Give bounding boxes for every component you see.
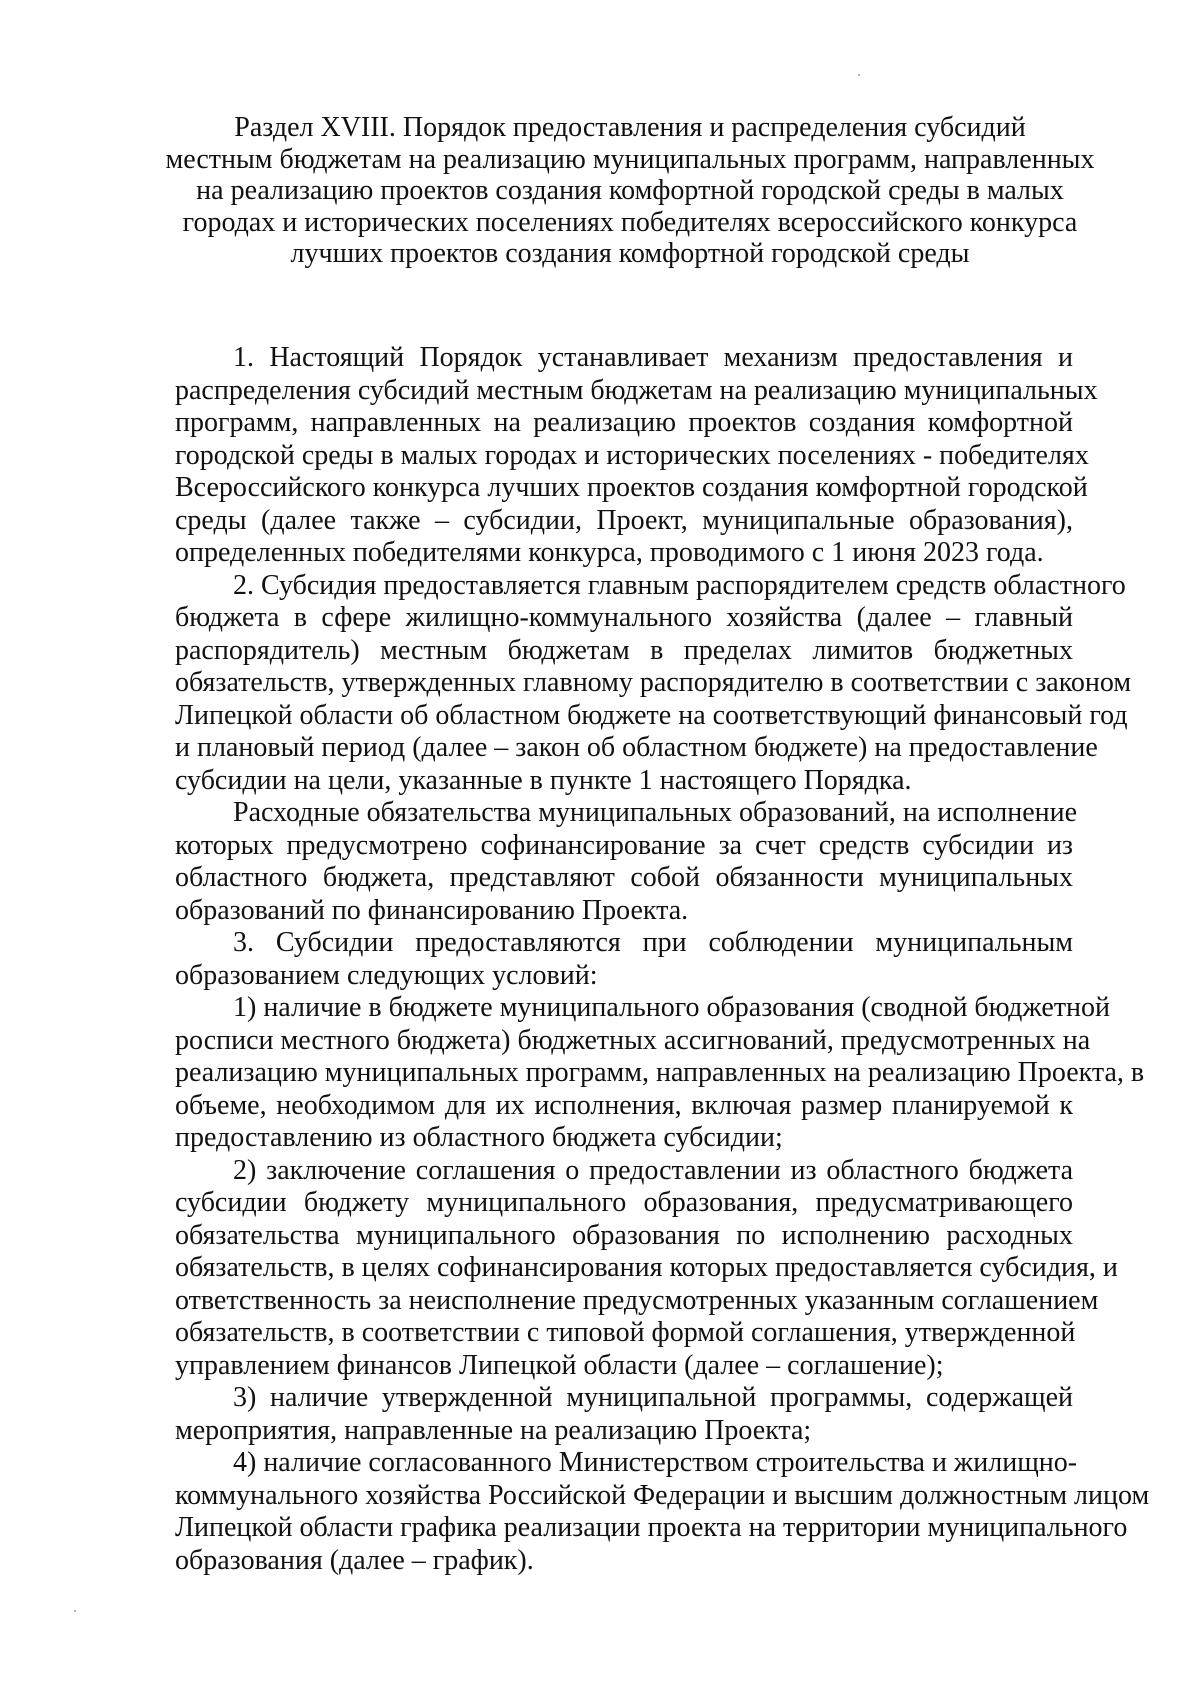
heading-line: местным бюджетам на реализацию муниципальных программ, направленных: [165, 143, 1095, 175]
text-line: определенных победителями конкурса, проводимого с 1 июня 2023 года.: [175, 537, 1044, 568]
text-line: и плановый период (далее – закон об областном бюджете) на предоставление: [175, 732, 1098, 763]
text-line: ответственность за неисполнение предусмотренных указанным соглашением: [175, 1284, 1099, 1316]
text-line: обязательства муниципального образования по исполнению расходных: [175, 1219, 1073, 1251]
paragraph-3: [175, 797, 1078, 927]
section-heading: [160, 112, 1100, 270]
text-line: образованием следующих условий:: [175, 959, 598, 991]
heading-line: на реализацию проектов создания комфортной городской среды в малых: [196, 175, 1064, 206]
scan-speck: [74, 1610, 76, 1612]
text-line: 4) наличие согласованного Министерством строительства и жилищно-: [233, 1447, 1078, 1478]
paragraph-4: [175, 927, 1073, 992]
heading-line: городах и исторических поселениях победителях всероссийского конкурса: [182, 206, 1078, 238]
text-line: Липецкой области графика реализации проекта на территории муниципального: [175, 1512, 1128, 1543]
text-line: областного бюджета, представляют собой обязанности муниципальных: [175, 862, 1073, 893]
text-line: обязательств, в целях софинансирования которых предоставляется субсидия, и: [175, 1252, 1118, 1283]
text-line: реализацию муниципальных программ, направленных на реализацию Проекта, в: [175, 1057, 1145, 1088]
text-line: 1. Настоящий Порядок устанавливает механизм предоставления и: [233, 342, 1073, 373]
text-line: 3. Субсидии предоставляются при соблюдении муниципальным: [233, 927, 1073, 958]
heading-line: лучших проектов создания комфортной городской среды: [290, 238, 970, 269]
text-line: среды (далее также – субсидии, Проект, муниципальные образования),: [175, 504, 1073, 536]
text-line: обязательств, в соответствии с типовой формой соглашения, утвержденной: [175, 1317, 1076, 1348]
text-line: росписи местного бюджета) бюджетных ассигнований, предусмотренных на: [175, 1024, 1091, 1056]
text-line: образования (далее – график).: [175, 1544, 534, 1576]
paragraph-2: [175, 569, 1132, 798]
text-line: предоставлению из областного бюджета субсидии;: [175, 1122, 783, 1153]
text-line: субсидии на цели, указанные в пункте 1 настоящего Порядка.: [175, 764, 912, 796]
text-line: Всероссийского конкурса лучших проектов создания комфортной городской: [175, 472, 1088, 503]
text-line: коммунального хозяйства Российской Федерации и высшим должностным лицом: [175, 1479, 1150, 1511]
paragraph-1: [175, 342, 1098, 570]
paragraph-7: [175, 1382, 1073, 1447]
text-line: объеме, необходимом для их исполнения, включая размер планируемой к: [175, 1089, 1073, 1121]
text-line: 2. Субсидия предоставляется главным распорядителем средств областного: [233, 569, 1126, 601]
document-body: [175, 342, 1150, 1577]
text-line: распределения субсидий местным бюджетам на реализацию муниципальных: [175, 374, 1098, 406]
text-line: распорядитель) местным бюджетам в пределах лимитов бюджетных: [175, 634, 1073, 666]
paragraph-8: [175, 1447, 1150, 1577]
text-line: городской среды в малых городах и исторических поселениях - победителях: [175, 439, 1089, 471]
text-line: обязательств, утвержденных главному распорядителю в соответствии с законом: [175, 667, 1132, 698]
text-line: которых предусмотрено софинансирование за счет средств субсидии из: [175, 829, 1073, 861]
paragraph-6: [175, 1154, 1118, 1383]
text-line: Липецкой области об областном бюджете на соответствующий финансовый год: [175, 699, 1128, 731]
text-line: образований по финансированию Проекта.: [175, 894, 689, 926]
paragraph-5: [175, 992, 1145, 1155]
text-line: мероприятия, направленные на реализацию Проекта;: [175, 1414, 812, 1446]
text-line: программ, направленных на реализацию проектов создания комфортной: [175, 407, 1073, 438]
text-line: управлением финансов Липецкой области (далее – соглашение);: [175, 1349, 944, 1381]
text-line: 3) наличие утвержденной муниципальной программы, содержащей: [233, 1382, 1073, 1413]
scan-speck: [858, 74, 860, 76]
text-line: 1) наличие в бюджете муниципального образования (сводной бюджетной: [233, 992, 1111, 1023]
heading-line: Раздел XVIII. Порядок предоставления и распределения субсидий: [234, 112, 1026, 143]
text-line: 2) заключение соглашения о предоставлении из областного бюджета: [233, 1154, 1073, 1186]
text-line: субсидии бюджету муниципального образования, предусматривающего: [175, 1187, 1073, 1218]
text-line: бюджета в сфере жилищно-коммунального хозяйства (далее – главный: [175, 602, 1073, 633]
text-line: Расходные обязательства муниципальных образований, на исполнение: [233, 797, 1078, 828]
